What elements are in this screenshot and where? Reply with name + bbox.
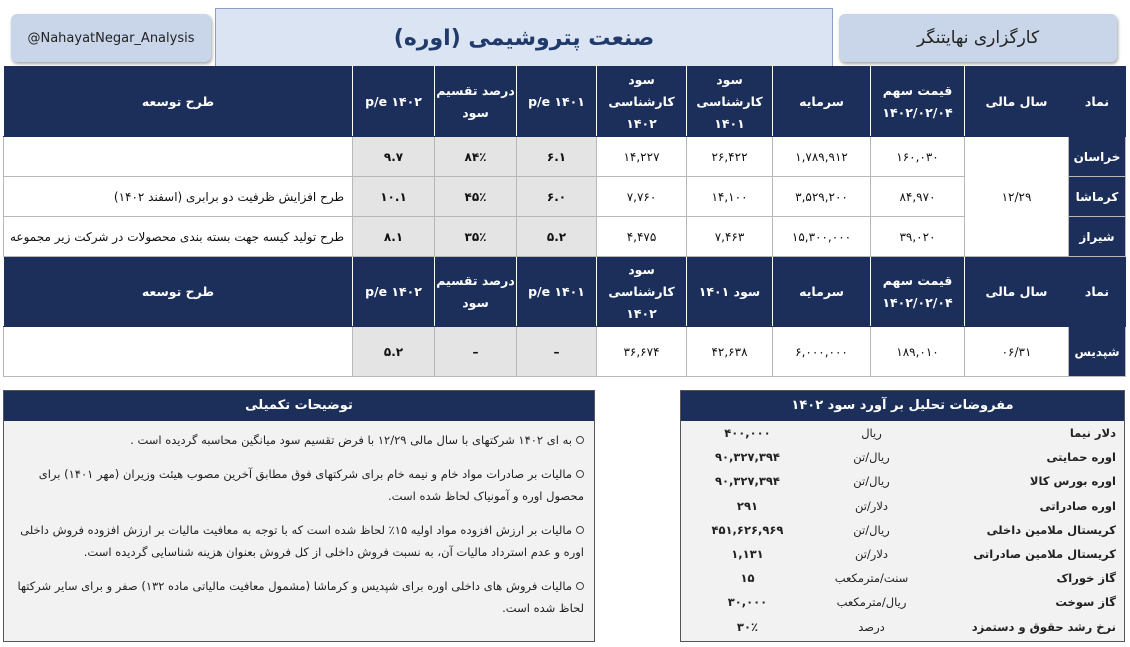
- capital-cell: ۱۵,۳۰۰,۰۰۰: [773, 217, 871, 257]
- col-header-eps1402: سود کارشناسی ۱۴۰۲: [597, 67, 687, 137]
- fiscal-year-cell: ۰۶/۳۱: [965, 327, 1069, 377]
- symbol-cell: شیراز: [1069, 217, 1126, 257]
- pe1401-cell: ۵.۲: [517, 217, 597, 257]
- col-header-pe1401: p/e ۱۴۰۱: [517, 67, 597, 137]
- note-item: به ای ۱۴۰۲ شرکتهای با سال مالی ۱۲/۲۹ با فرض تقسیم سود میانگین محاسبه گردیده است .: [10, 429, 584, 451]
- table2-header-row: [4, 257, 1126, 327]
- payout-cell: ۳۵٪: [435, 217, 517, 257]
- table-row: [4, 177, 1126, 217]
- list-item: نرخ رشد حقوق و دستمزد درصد ۳۰٪: [736, 619, 1116, 634]
- fiscal-year-cell: ۱۲/۲۹: [965, 137, 1069, 257]
- list-item: کریستال ملامین صادراتی دلار/تن ۱,۱۳۱: [731, 547, 1116, 562]
- price-cell: ۱۸۹,۰۱۰: [871, 327, 965, 377]
- eps1402-cell: ۷,۷۶۰: [597, 177, 687, 217]
- price-cell: ۸۴,۹۷۰: [871, 177, 965, 217]
- handle-badge: @NahayatNegar_Analysis: [11, 14, 211, 62]
- list-item: دلار نیما ریال ۴۰۰,۰۰۰: [724, 426, 1116, 441]
- col-header-pe1401: p/e ۱۴۰۱: [517, 257, 597, 327]
- assumptions-panel: [680, 390, 1125, 642]
- note-item: مالیات فروش های داخلی اوره برای شپدیس و کرماشا (مشمول معافیت مالیاتی ماده ۱۳۲) صفر و برای سایر شرکتها لحاظ شده است.: [17, 579, 584, 615]
- table-row: [4, 327, 1126, 377]
- symbol-cell: خراسان: [1069, 137, 1126, 177]
- notes-panel: [3, 390, 595, 642]
- notes-body: [4, 421, 594, 619]
- col-header-eps1402: سود کارشناسی ۱۴۰۲: [597, 257, 687, 327]
- assumptions-table: [681, 421, 1124, 639]
- table1-header-row: [4, 67, 1126, 137]
- pe1401-cell: ۶.۰: [517, 177, 597, 217]
- pe1402-cell: ۵.۲: [353, 327, 435, 377]
- col-header-payout: درصد تقسیم سود: [435, 257, 517, 327]
- table-row: [4, 217, 1126, 257]
- col-header-capital: سرمایه: [773, 67, 871, 137]
- eps1402-cell: ۴,۴۷۵: [597, 217, 687, 257]
- col-header-symbol: نماد: [1069, 257, 1126, 327]
- header-band: [3, 8, 1125, 66]
- col-header-price: قیمت سهم ۱۴۰۲/۰۲/۰۴: [871, 257, 965, 327]
- col-header-pe1402: p/e ۱۴۰۲: [353, 257, 435, 327]
- list-item: اوره حمایتی ریال/تن ۹۰,۳۲۷,۳۹۴: [715, 450, 1116, 465]
- plan-cell: [4, 137, 353, 177]
- eps1401-cell: ۴۲,۶۳۸: [687, 327, 773, 377]
- payout-cell: ۸۴٪: [435, 137, 517, 177]
- note-item: مالیات بر صادرات مواد خام و نیمه خام برای شرکتهای فوق مطابق آخرین مصوب هیئت وزیران (مهر ۱۴۰۱) برای محصول اوره و آمونیاک لحاظ شده است.: [38, 467, 584, 503]
- plan-cell: طرح افزایش ظرفیت دو برابری (اسفند ۱۴۰۲): [4, 177, 353, 217]
- capital-cell: ۱,۷۸۹,۹۱۲: [773, 137, 871, 177]
- col-header-capital: سرمایه: [773, 257, 871, 327]
- price-cell: ۱۶۰,۰۳۰: [871, 137, 965, 177]
- valuation-table: [3, 66, 1126, 377]
- list-item: گاز خوراک سنت/مترمکعب ۱۵: [740, 571, 1116, 586]
- payout-cell: ۴۵٪: [435, 177, 517, 217]
- price-cell: ۳۹,۰۲۰: [871, 217, 965, 257]
- table-row: [4, 137, 1126, 177]
- eps1401-cell: ۱۴,۱۰۰: [687, 177, 773, 217]
- pe1401-cell: ۶.۱: [517, 137, 597, 177]
- page-title: صنعت پتروشیمی (اوره): [393, 25, 655, 51]
- col-header-fiscal: سال مالی: [965, 257, 1069, 327]
- note-item: مالیات بر ارزش افزوده مواد اولیه ۱۵٪ لحاظ شده است که با توجه به معافیت مالیات بر ارزش افزوده فروش داخلی اوره و عدم استرداد مالیات آن، به نسبت فروش داخلی از کل فروش بعنوان هزینه شناسایی گردیده است.: [20, 523, 584, 559]
- symbol-cell: کرماشا: [1069, 177, 1126, 217]
- notes-title: توضیحات تکمیلی: [4, 391, 594, 421]
- list-item: اوره صادراتی دلار/تن ۲۹۱: [736, 498, 1116, 513]
- list-item: گاز سوخت ریال/مترمکعب ۳۰,۰۰۰: [727, 595, 1116, 610]
- col-header-eps1401: سود ۱۴۰۱: [687, 257, 773, 327]
- bullet-icon: [576, 526, 584, 534]
- col-header-pe1402: p/e ۱۴۰۲: [353, 67, 435, 137]
- payout-cell: –: [435, 327, 517, 377]
- capital-cell: ۳,۵۲۹,۲۰۰: [773, 177, 871, 217]
- col-header-payout: درصد تقسیم سود: [435, 67, 517, 137]
- plan-cell: [4, 327, 353, 377]
- pe1402-cell: ۹.۷: [353, 137, 435, 177]
- capital-cell: ۶,۰۰۰,۰۰۰: [773, 327, 871, 377]
- bullet-icon: [576, 436, 584, 444]
- pe1402-cell: ۸.۱: [353, 217, 435, 257]
- eps1402-cell: ۱۴,۲۲۷: [597, 137, 687, 177]
- col-header-fiscal: سال مالی: [965, 67, 1069, 137]
- col-header-eps1401: سود کارشناسی ۱۴۰۱: [687, 67, 773, 137]
- col-header-symbol: نماد: [1069, 67, 1126, 137]
- list-item: کریستال ملامین داخلی ریال/تن ۴۵۱,۶۲۶,۹۶۹: [711, 522, 1116, 537]
- pe1401-cell: –: [517, 327, 597, 377]
- eps1401-cell: ۲۶,۴۲۲: [687, 137, 773, 177]
- bullet-icon: [576, 470, 584, 478]
- broker-badge: کارگزاری نهایتنگر: [839, 14, 1117, 62]
- eps1402-cell: ۳۶,۶۷۴: [597, 327, 687, 377]
- assumptions-title: مفروضات تحلیل بر آورد سود ۱۴۰۲: [681, 391, 1124, 421]
- plan-cell: طرح تولید کیسه جهت بسته بندی محصولات در شرکت زیر مجموعه: [4, 217, 353, 257]
- symbol-cell: شپدیس: [1069, 327, 1126, 377]
- col-header-plan: طرح توسعه: [4, 257, 353, 327]
- col-header-price: قیمت سهم ۱۴۰۲/۰۲/۰۴: [871, 67, 965, 137]
- eps1401-cell: ۷,۴۶۳: [687, 217, 773, 257]
- page-title-box: [215, 8, 833, 68]
- pe1402-cell: ۱۰.۱: [353, 177, 435, 217]
- list-item: اوره بورس کالا ریال/تن ۹۰,۳۲۷,۳۹۴: [715, 474, 1116, 489]
- bullet-icon: [576, 582, 584, 590]
- col-header-plan: طرح توسعه: [4, 67, 353, 137]
